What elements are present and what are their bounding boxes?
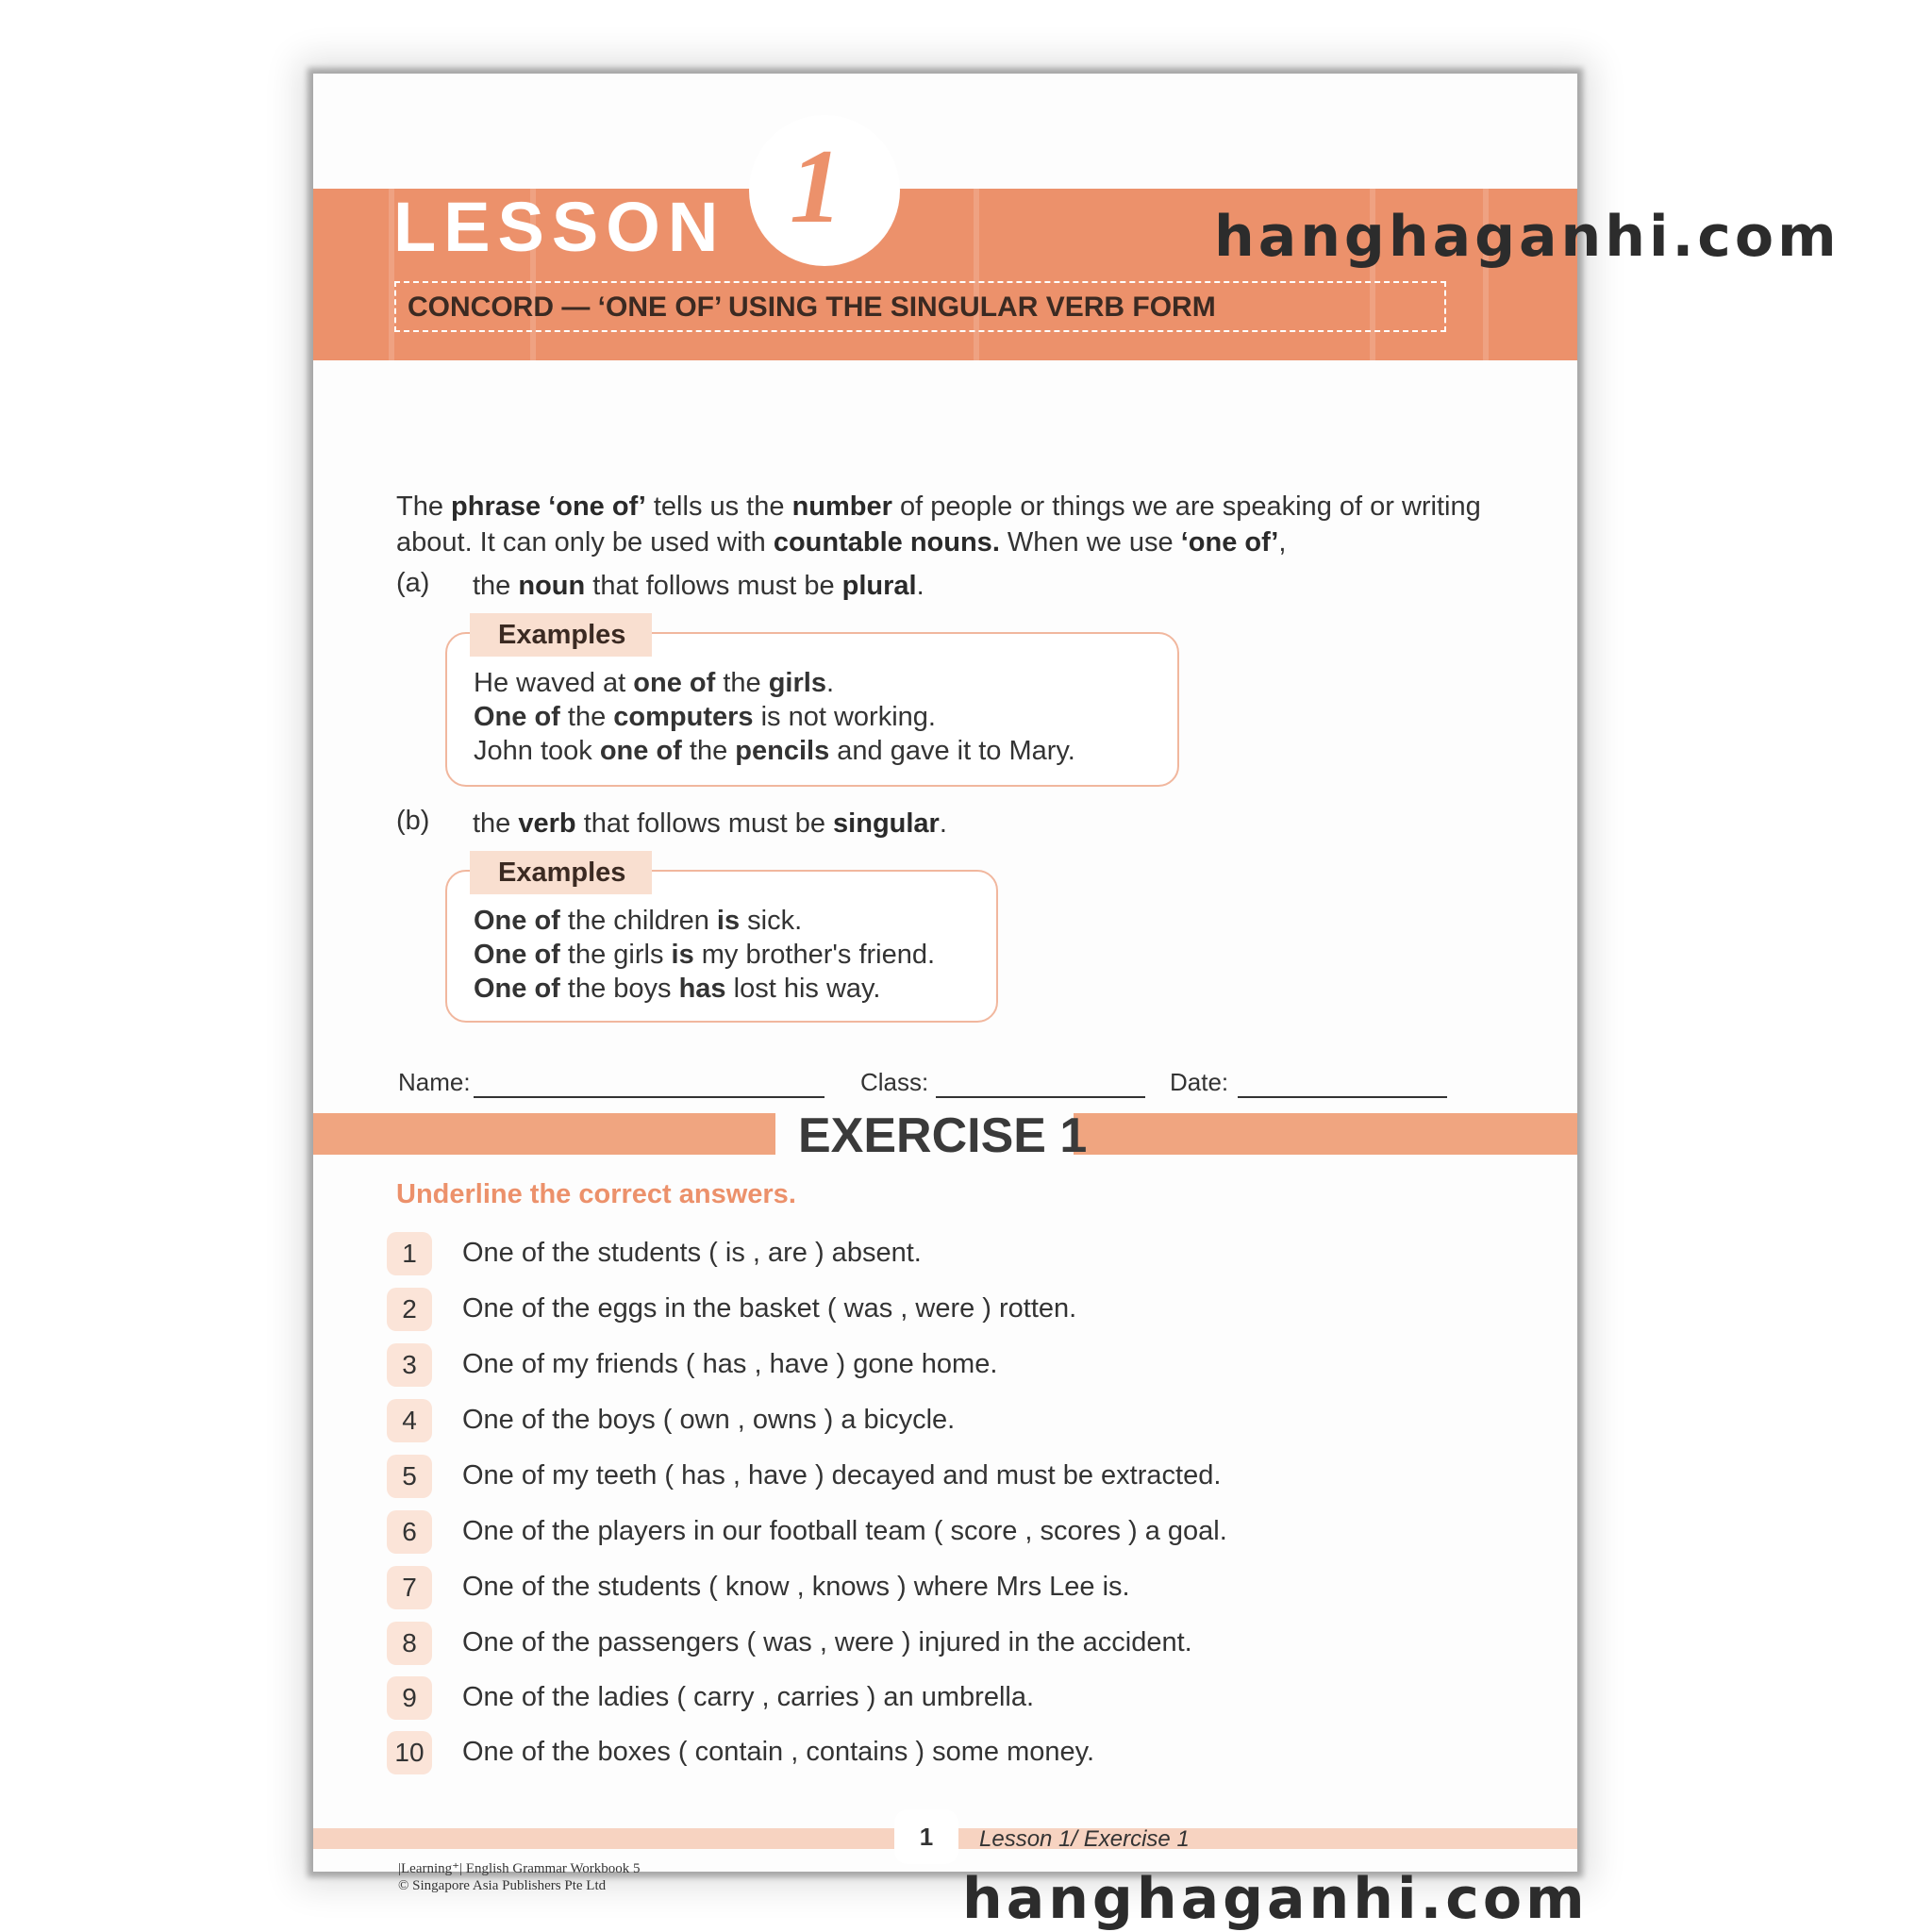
bold-text: One of — [474, 940, 560, 970]
name-line[interactable] — [474, 1096, 824, 1098]
page-number: 1 — [894, 1809, 958, 1864]
bold-text: One of — [474, 702, 560, 732]
bold-text: verb — [518, 808, 576, 839]
text-run: that follows must be — [585, 571, 842, 601]
bold-text: phrase ‘one of’ — [451, 491, 646, 522]
lesson-topic: CONCORD — ‘ONE OF’ USING THE SINGULAR VERB FORM — [408, 291, 1216, 323]
question-text[interactable]: One of the students ( know , knows ) where Mrs Lee is. — [462, 1572, 1130, 1602]
bold-text: girls — [768, 668, 826, 698]
date-label: Date: — [1170, 1068, 1229, 1096]
examples-b-lines — [474, 904, 935, 1006]
question-number: 7 — [387, 1566, 432, 1609]
worksheet-page — [313, 74, 1840, 1932]
examples-tab-a: Examples — [470, 613, 652, 657]
example-sentence — [474, 938, 935, 972]
question-number: 1 — [387, 1232, 432, 1275]
question-text[interactable]: One of the boys ( own , owns ) a bicycle. — [462, 1405, 956, 1435]
text-run: John took — [474, 736, 600, 766]
bold-text: countable nouns. — [773, 527, 1000, 558]
examples-tab-b: Examples — [470, 851, 652, 894]
text-run: my brother's friend. — [693, 940, 936, 970]
lesson-reference: Lesson 1/ Exercise 1 — [979, 1826, 1190, 1852]
question-number: 4 — [387, 1399, 432, 1442]
example-sentence — [474, 666, 1075, 700]
class-label: Class: — [860, 1068, 929, 1096]
watermark-top: hanghaganhi.com — [1214, 204, 1840, 270]
text-run: . — [825, 668, 835, 698]
text-run: the — [473, 571, 519, 601]
rule-a-label: (a) — [396, 568, 430, 598]
bold-text: singular — [833, 808, 940, 839]
question-number: 3 — [387, 1343, 432, 1387]
exercise-band-right — [1074, 1113, 1577, 1155]
bold-text: one of — [633, 668, 716, 698]
example-sentence — [474, 700, 1075, 734]
text-run: of people or things we are speaking of or writing about. It can only be used with — [396, 491, 1481, 558]
text-run: tells us the — [645, 491, 792, 522]
exercise-band-left — [313, 1113, 775, 1155]
text-run: lost his way. — [725, 974, 881, 1004]
text-run: The — [396, 491, 452, 522]
text-run: that follows must be — [575, 808, 834, 839]
text-run: . — [916, 571, 924, 601]
bold-text: noun — [518, 571, 586, 601]
bold-text: is — [716, 906, 741, 936]
question-text[interactable]: One of the ladies ( carry , carries ) an umbrella. — [462, 1682, 1035, 1712]
rule-b-label: (b) — [396, 806, 430, 836]
text-run: the boys — [559, 974, 679, 1004]
name-label: Name: — [398, 1068, 471, 1096]
text-run: the — [559, 702, 614, 732]
exercise-instruction: Underline the correct answers. — [396, 1179, 796, 1209]
text-run: the children — [559, 906, 717, 936]
class-line[interactable] — [936, 1096, 1145, 1098]
examples-a-lines — [474, 666, 1075, 768]
question-number: 10 — [387, 1731, 432, 1774]
publisher-line: |Learning⁺| English Grammar Workbook 5 — [398, 1861, 641, 1876]
example-sentence — [474, 734, 1075, 768]
bold-text: pencils — [735, 736, 830, 766]
text-run: the girls — [559, 940, 672, 970]
bold-text: ‘one of’ — [1180, 527, 1279, 558]
question-text[interactable]: One of the boxes ( contain , contains ) some money. — [462, 1737, 1095, 1767]
bold-text: number — [791, 491, 892, 522]
question-number: 9 — [387, 1676, 432, 1720]
question-text[interactable]: One of the eggs in the basket ( was , were ) rotten. — [462, 1293, 1077, 1324]
question-text[interactable]: One of my teeth ( has , have ) decayed and must be extracted. — [462, 1460, 1222, 1491]
bold-text: One of — [474, 974, 560, 1004]
intro-paragraph — [396, 489, 1500, 560]
text-run: the — [681, 736, 736, 766]
rule-a-text — [473, 568, 924, 604]
bold-text: One of — [474, 906, 560, 936]
example-sentence — [474, 904, 935, 938]
rule-b-text — [473, 806, 947, 841]
text-run: the — [473, 808, 519, 839]
bold-text: computers — [613, 702, 754, 732]
question-number: 6 — [387, 1510, 432, 1554]
text-run: He waved at — [474, 668, 634, 698]
question-text[interactable]: One of my friends ( has , have ) gone home. — [462, 1349, 998, 1379]
text-run: When we use — [999, 527, 1181, 558]
question-number: 8 — [387, 1622, 432, 1665]
text-run: is not working. — [753, 702, 936, 732]
lesson-heading: LESSON — [393, 188, 726, 266]
question-text[interactable]: One of the passengers ( was , were ) injured in the accident. — [462, 1627, 1192, 1657]
example-sentence — [474, 972, 935, 1006]
bold-text: plural — [841, 571, 917, 601]
text-run: the — [715, 668, 769, 698]
copyright-line: © Singapore Asia Publishers Pte Ltd — [398, 1878, 607, 1893]
question-number: 5 — [387, 1455, 432, 1498]
text-run: . — [939, 808, 947, 839]
text-run: , — [1278, 527, 1287, 558]
bold-text: one of — [599, 736, 682, 766]
date-line[interactable] — [1238, 1096, 1447, 1098]
bold-text: is — [671, 940, 694, 970]
lesson-number: 1 — [790, 128, 842, 245]
question-text[interactable]: One of the students ( is , are ) absent. — [462, 1238, 922, 1268]
exercise-title: EXERCISE 1 — [798, 1108, 1088, 1163]
bold-text: has — [678, 974, 726, 1004]
watermark-bottom: hanghaganhi.com — [962, 1866, 1589, 1932]
question-text[interactable]: One of the players in our football team ( score , scores ) a goal. — [462, 1516, 1227, 1546]
text-run: sick. — [740, 906, 803, 936]
question-number: 2 — [387, 1288, 432, 1331]
text-run: and gave it to Mary. — [829, 736, 1075, 766]
